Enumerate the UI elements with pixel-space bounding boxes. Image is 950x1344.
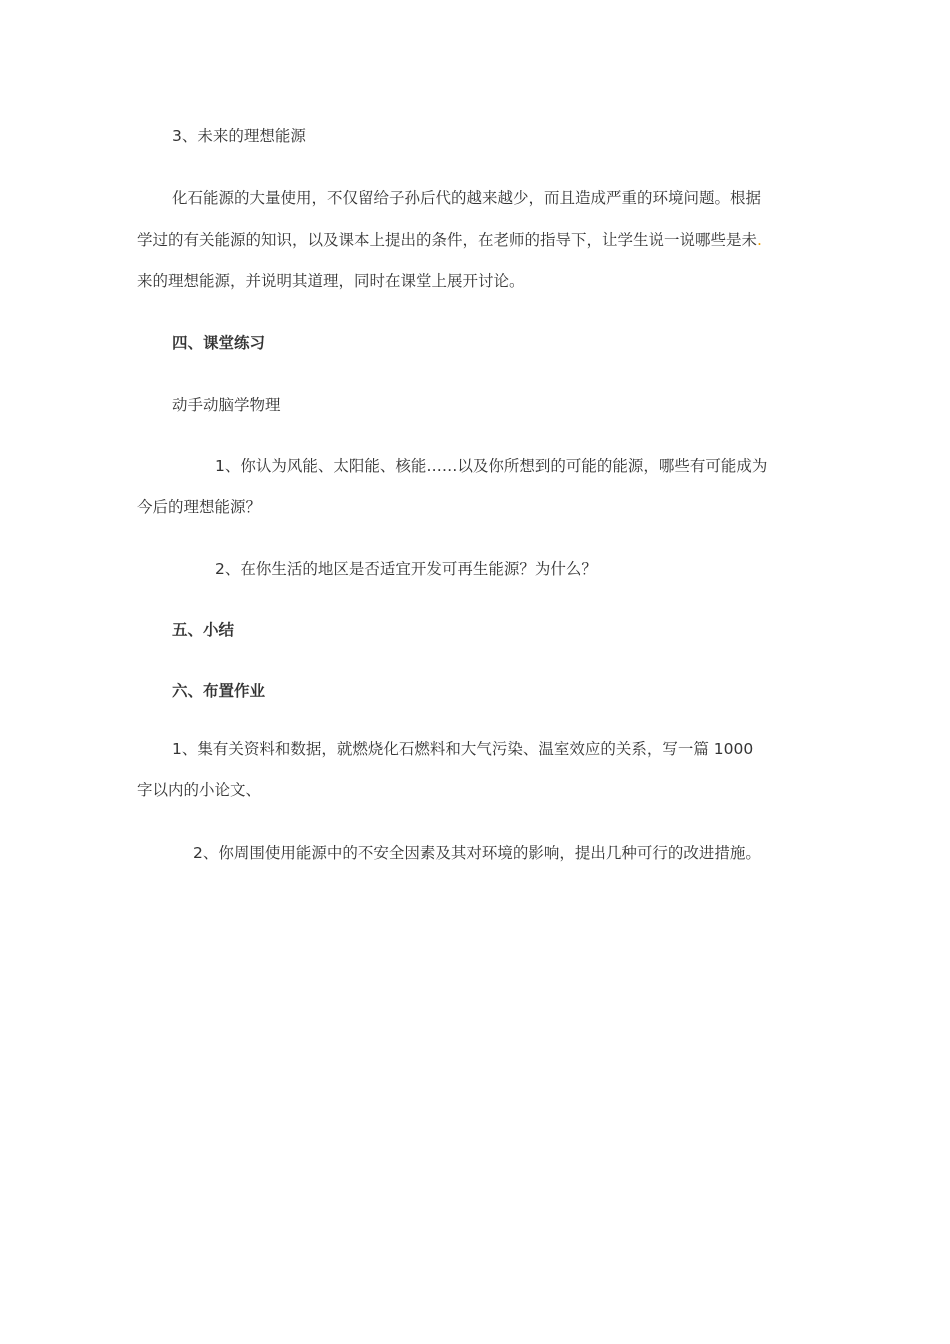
paragraph-line-text: 学过的有关能源的知识，以及课本上提出的条件，在老师的指导下，让学生说一说哪些是未	[137, 231, 758, 249]
section-title: 六、布置作业	[172, 682, 266, 700]
homework-line: 字以内的小论文、	[137, 781, 262, 799]
exercise-line: 今后的理想能源？	[137, 498, 262, 516]
highlight-mark: .	[757, 231, 762, 249]
subsection-title: 3、未来的理想能源	[172, 127, 306, 145]
section-title: 五、小结	[172, 621, 235, 639]
paragraph-line	[137, 230, 762, 250]
exercise-line: 2、在你生活的地区是否适宜开发可再生能源？为什么？	[215, 560, 597, 578]
homework-line: 2、你周围使用能源中的不安全因素及其对环境的影响，提出几种可行的改进措施。	[193, 844, 761, 862]
paragraph-line: 来的理想能源，并说明其道理，同时在课堂上展开讨论。	[137, 272, 525, 290]
paragraph-line: 化石能源的大量使用，不仅留给子孙后代的越来越少，而且造成严重的环境问题。根据	[172, 189, 762, 207]
section-title: 四、课堂练习	[172, 334, 266, 352]
homework-line: 1、集有关资料和数据，就燃烧化石燃料和大气污染、温室效应的关系，写一篇 1000	[172, 740, 754, 758]
exercise-line: 1、你认为风能、太阳能、核能……以及你所想到的可能的能源，哪些有可能成为	[215, 457, 768, 475]
section-subtitle: 动手动脑学物理	[172, 396, 281, 414]
